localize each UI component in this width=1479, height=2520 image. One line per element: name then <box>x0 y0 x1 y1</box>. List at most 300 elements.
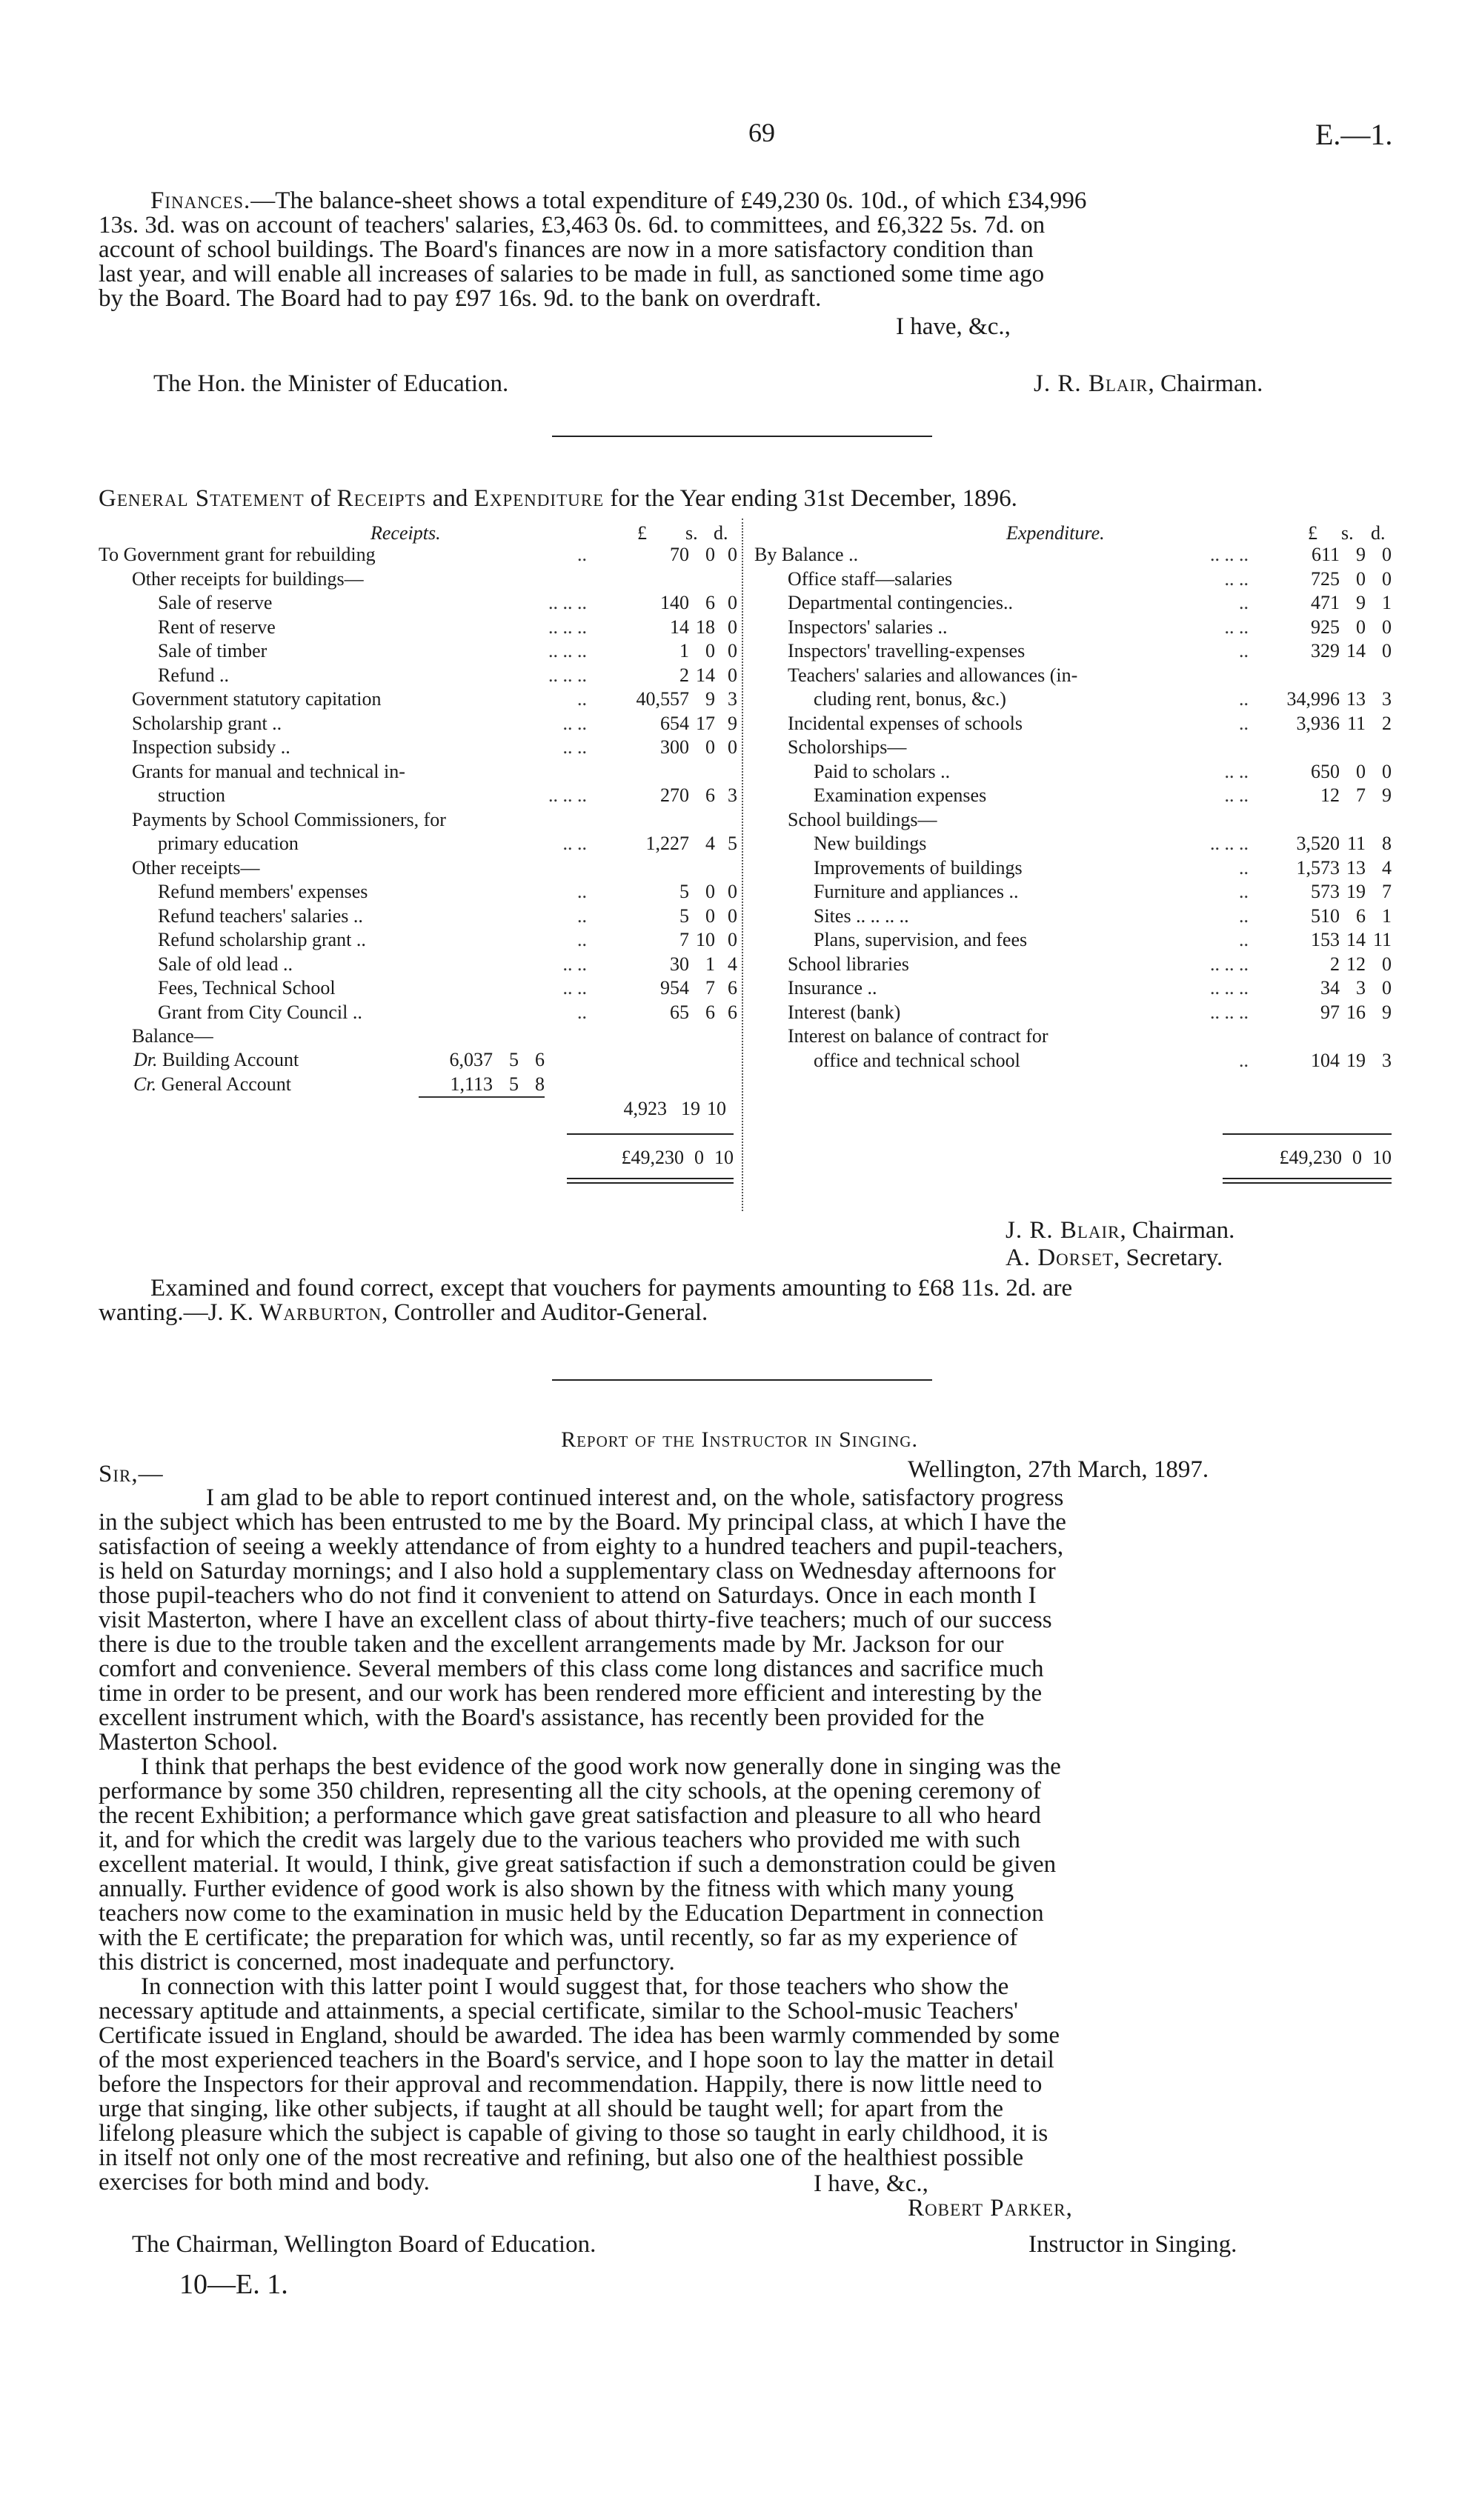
expenditure-row <box>754 976 1392 1001</box>
expenditure-pounds: 925 <box>1311 616 1340 638</box>
receipts-total-rule-bottom-2 <box>567 1182 734 1184</box>
expenditure-shillings <box>1340 664 1366 688</box>
expenditure-pounds: 3,936 <box>1296 712 1340 734</box>
expenditure-shillings: 7 <box>1356 784 1366 806</box>
receipts-row <box>99 953 737 977</box>
expenditure-pence: 4 <box>1382 856 1392 879</box>
expenditure-label: Incidental expenses of schools <box>788 712 1023 734</box>
expenditure-dots: .. <box>1239 929 1249 950</box>
receipts-dots: .. .. <box>562 736 587 758</box>
receipts-shillings: 14 <box>696 664 715 686</box>
expenditure-label: Scholorships— <box>788 736 907 758</box>
expenditure-dots: .. .. .. <box>1210 1001 1249 1023</box>
expenditure-shillings: 12 <box>1346 953 1366 975</box>
expenditure-row <box>754 880 1392 904</box>
receipts-pence: 5 <box>728 833 737 854</box>
receipts-shillings: 10 <box>696 929 715 950</box>
receipts-dots: .. <box>577 929 587 950</box>
expenditure-label: office and technical school <box>814 1049 1020 1071</box>
singing-signer: Robert Parker, <box>908 2195 1073 2221</box>
receipts-dots: .. <box>577 544 587 565</box>
expenditure-pounds: 471 <box>1311 592 1340 613</box>
receipts-pounds: 140 <box>660 592 689 613</box>
singing-paragraph-3: In connection with this latter point I would suggest that, for those teachers who show the necessary aptitude and attainments, a special certificate, similar to the School-music Teachers' Certificate issued in England, should be awarded. The idea has been warmly commended by some of the most experienced teachers in the Board's service, and I hope soon to lay the matter in detail before the Inspectors for their approval and recommendation. Happily, there is now little need to urge that singing, like other subjects, if taught at all should be taught well; for apart from the lifelong pleasure which the subject is capable of giving to those so taught in early childhood, it is in itself not only one of the most recreative and refining, but also one of the healthiest possible exercises for both mind and body. <box>99 1973 1060 2196</box>
receipts-dots: .. .. <box>562 953 587 975</box>
expenditure-shillings: 14 <box>1346 640 1366 661</box>
receipts-shillings <box>689 808 715 833</box>
receipts-shillings: 7 <box>705 977 715 999</box>
expenditure-pence: 0 <box>1382 953 1392 975</box>
receipts-dots: .. <box>577 688 587 710</box>
receipts-pence: 0 <box>728 881 737 902</box>
receipts-pounds: 1,227 <box>645 833 689 854</box>
receipts-row <box>99 856 737 881</box>
expenditure-pence: 9 <box>1382 1001 1392 1023</box>
expenditure-shillings: 16 <box>1346 1001 1366 1023</box>
expenditure-table <box>754 543 1392 1073</box>
receipts-pence <box>715 856 737 881</box>
audit-note: Examined and found correct, except that vouchers for payments amounting to £68 11s. 2d. are wanting.—J. K. Warburton, Controller and Auditor-General. <box>99 1275 1073 1326</box>
expenditure-row <box>754 639 1392 664</box>
receipts-shillings: 0 <box>705 736 715 758</box>
receipts-d-col: d. <box>714 522 728 544</box>
receipts-pounds: 40,557 <box>636 688 689 710</box>
expenditure-pounds: 1,573 <box>1296 856 1340 879</box>
expenditure-label: Sites .. .. .. .. <box>814 904 909 927</box>
receipts-label: Refund scholarship grant .. <box>158 929 366 950</box>
receipts-shillings: 6 <box>705 1001 715 1023</box>
receipts-shillings <box>689 760 715 784</box>
expenditure-shillings: 13 <box>1346 688 1366 710</box>
expenditure-row <box>754 664 1392 688</box>
expenditure-label: Improvements of buildings <box>814 856 1023 879</box>
receipts-label: To Government grant for rebuilding <box>99 544 376 565</box>
receipts-s-col: s. <box>685 522 698 544</box>
receipts-pounds: 7 <box>679 929 689 950</box>
receipts-shillings: 4 <box>705 833 715 854</box>
expenditure-shillings: 19 <box>1346 881 1366 902</box>
place-date: Wellington, 27th March, 1897. <box>908 1456 1209 1483</box>
expenditure-row <box>754 760 1392 784</box>
expenditure-row <box>754 616 1392 640</box>
expenditure-pence <box>1366 664 1392 688</box>
expenditure-label: Paid to scholars .. <box>814 760 951 782</box>
receipts-row <box>99 567 737 592</box>
expenditure-row <box>754 904 1392 929</box>
receipts-pence: 9 <box>728 712 737 734</box>
expenditure-row <box>754 591 1392 616</box>
expenditure-row <box>754 712 1392 736</box>
receipts-pound-col: £ <box>637 522 647 544</box>
receipts-pounds: 654 <box>660 712 689 734</box>
receipts-row <box>99 976 737 1001</box>
receipts-label: Refund .. <box>158 664 230 686</box>
statement-signature-chairman: J. R. Blair, Chairman. <box>1006 1217 1235 1244</box>
receipts-pence <box>715 567 737 592</box>
expenditure-label: Insurance .. <box>788 977 877 999</box>
receipts-total-rule-bottom-1 <box>567 1178 734 1179</box>
signature-mark: 10—E. 1. <box>179 2269 288 2300</box>
expenditure-label: Teachers' salaries and allowances (in- <box>788 664 1078 686</box>
expenditure-pence: 0 <box>1382 760 1392 782</box>
receipts-pence <box>715 760 737 784</box>
expenditure-row <box>754 543 1392 567</box>
expenditure-pounds <box>1254 736 1340 760</box>
receipts-shillings: 18 <box>696 616 715 638</box>
expenditure-row <box>754 928 1392 953</box>
singing-paragraph-1: I am glad to be able to report continued interest and, on the whole, satisfactory progress in the subject which has been entrusted to me by the Board. My principal class, at which I have the satisfaction of seeing a weekly attendance of from eighty to a hundred teachers and pupil-teachers, is held on Saturday mornings; and I also hold a supplementary class on Wednesday afternoons for those pupil-teachers who do not find it convenient to attend on Saturdays. Once in each month I visit Masterton, where I have an excellent class of about thirty-five teachers; much of our success there is due to the trouble taken and the excellent arrangements made by Mr. Jackson for our comfort and convenience. Several members of this class come long distances and sacrifice much time in order to be present, and our work has been rendered more efficient and interesting by the excellent instrument which, with the Board's assistance, has recently been provided for the Masterton School. <box>99 1484 1066 1756</box>
document-reference: E.—1. <box>1315 118 1393 151</box>
receipts-dots: .. .. <box>562 712 587 734</box>
receipts-total: £49,230 0 10 <box>621 1147 734 1168</box>
balance-dr-row: Dr. Building Account 6,037 5 6 <box>133 1049 545 1070</box>
expenditure-pounds: 2 <box>1330 953 1340 975</box>
receipts-pence: 0 <box>728 736 737 758</box>
receipts-pounds: 5 <box>679 881 689 902</box>
expenditure-pounds <box>1254 1024 1340 1049</box>
expenditure-dots: .. .. <box>1224 760 1249 782</box>
expenditure-dots: .. <box>1239 688 1249 710</box>
receipts-shillings: 17 <box>696 712 715 734</box>
receipts-pence <box>715 1024 737 1049</box>
receipts-label: Sale of timber <box>158 640 267 661</box>
receipts-row <box>99 1001 737 1025</box>
receipts-label: Grants for manual and technical in- <box>132 760 405 782</box>
receipts-pence: 0 <box>728 929 737 950</box>
receipts-pounds: 2 <box>679 664 689 686</box>
expenditure-pence: 0 <box>1382 977 1392 999</box>
expenditure-shillings: 0 <box>1356 760 1366 782</box>
receipts-dots: .. <box>577 881 587 902</box>
singing-paragraph-2: I think that perhaps the best evidence of the good work now generally done in singing was the performance by some 350 children, representing all the city schools, at the opening ceremony of the recent Exhibition; a performance which gave great satisfaction and pleasure to all who heard it, and for which the credit was largely due to the various teachers who provided me with such excellent material. It would, I think, give great satisfaction if such a demonstration could be given annually. Further evidence of good work is also shown by the fitness with which many young teachers now come to the examination in music held by the Education Department in connection with the E certificate; the preparation for which was, until recently, so far as my experience of this district is concerned, most inadequate and perfunctory. <box>99 1753 1061 1976</box>
expenditure-dots: .. .. .. <box>1210 544 1249 565</box>
expenditure-label: Departmental contingencies.. <box>788 592 1013 613</box>
expenditure-shillings <box>1340 1024 1366 1049</box>
receipts-pounds: 70 <box>670 544 689 565</box>
balance-breakdown <box>133 1048 741 1121</box>
expenditure-row <box>754 1049 1392 1073</box>
receipts-dots <box>525 808 593 833</box>
expenditure-pence: 1 <box>1382 592 1392 613</box>
expenditure-shillings: 14 <box>1346 929 1366 950</box>
expenditure-dots <box>1199 808 1254 833</box>
receipts-pence: 0 <box>728 616 737 638</box>
section-divider <box>552 436 932 437</box>
expenditure-pence: 3 <box>1382 1049 1392 1071</box>
receipts-dots: .. .. .. <box>548 640 587 661</box>
expenditure-pence <box>1366 808 1392 833</box>
expenditure-label: Office staff—salaries <box>788 567 953 590</box>
singing-report-title: Report of the Instructor in Singing. <box>561 1427 918 1452</box>
expenditure-dots: .. .. <box>1224 616 1249 638</box>
receipts-label: Balance— <box>132 1025 213 1047</box>
expenditure-shillings: 13 <box>1346 856 1366 879</box>
receipts-shillings: 0 <box>705 881 715 902</box>
finances-label: Finances. <box>150 187 251 214</box>
receipts-dots: .. .. .. <box>548 664 587 686</box>
expenditure-shillings <box>1340 736 1366 760</box>
receipts-label: Sale of old lead .. <box>158 953 293 975</box>
singing-closing: I have, &c., <box>814 2170 928 2197</box>
expenditure-shillings: 0 <box>1356 616 1366 638</box>
expenditure-label: Plans, supervision, and fees <box>814 929 1028 950</box>
expenditure-total-rule-top <box>1223 1133 1392 1135</box>
receipts-dots <box>525 1024 593 1049</box>
expenditure-pence: 11 <box>1372 929 1392 950</box>
receipts-pence: 4 <box>728 953 737 975</box>
expenditure-pence: 0 <box>1382 616 1392 638</box>
receipts-label: Payments by School Commissioners, for <box>132 808 446 830</box>
expenditure-dots: .. .. <box>1224 784 1249 806</box>
receipts-pounds <box>593 760 689 784</box>
receipts-pence: 0 <box>728 544 737 565</box>
receipts-pounds: 954 <box>660 977 689 999</box>
receipts-shillings: 0 <box>705 544 715 565</box>
expenditure-pence: 9 <box>1382 784 1392 806</box>
receipts-dots <box>525 856 593 881</box>
finances-paragraph: Finances.—The balance-sheet shows a total expenditure of £49,230 0s. 10d., of which £34,996 13s. 3d. was on account of teachers' salaries, £3,463 0s. 6d. to committees, and £6,322 5s. 7d. on account of school buildings. The Board's finances are now in a more satisfactory condition than last year, and will enable all increases of salaries to be made in full, as sanctioned some time ago by the Board. The Board had to pay £97 16s. 9d. to the bank on overdraft. <box>99 187 1087 312</box>
receipts-dots: .. .. <box>562 977 587 999</box>
section-divider-2 <box>552 1379 932 1381</box>
receipts-shillings: 0 <box>705 904 715 927</box>
receipts-pounds: 5 <box>679 904 689 927</box>
receipts-row <box>99 687 737 712</box>
receipts-pounds <box>593 856 689 881</box>
receipts-dots: .. <box>577 904 587 927</box>
expenditure-dots: .. <box>1239 856 1249 879</box>
receipts-row <box>99 808 737 833</box>
receipts-row <box>99 928 737 953</box>
balance-net-row: 4,923 19 10 <box>133 1097 741 1121</box>
receipts-pounds: 300 <box>660 736 689 758</box>
receipts-label: Fees, Technical School <box>158 977 336 999</box>
receipts-pounds <box>593 1024 689 1049</box>
finances-closing: I have, &c., <box>896 313 1011 340</box>
expenditure-pence: 0 <box>1382 640 1392 661</box>
expenditure-dots <box>1199 664 1254 688</box>
expenditure-heading: Expenditure. <box>1006 522 1105 544</box>
receipts-row <box>99 712 737 736</box>
expenditure-label: Examination expenses <box>814 784 987 806</box>
expenditure-dots <box>1199 1024 1254 1049</box>
receipts-shillings: 6 <box>705 784 715 806</box>
expenditure-pounds <box>1254 664 1340 688</box>
receipts-dots: .. .. <box>562 833 587 854</box>
expenditure-dots: .. .. .. <box>1210 953 1249 975</box>
receipts-row <box>99 664 737 688</box>
expenditure-row <box>754 567 1392 592</box>
expenditure-pounds: 34,996 <box>1286 688 1340 710</box>
receipts-shillings <box>689 856 715 881</box>
receipts-pounds: 270 <box>660 784 689 806</box>
receipts-dots <box>525 760 593 784</box>
expenditure-shillings: 19 <box>1346 1049 1366 1071</box>
receipts-pence: 0 <box>728 904 737 927</box>
singing-addressee: The Chairman, Wellington Board of Education. <box>132 2231 596 2258</box>
expenditure-dots: .. <box>1239 1049 1249 1071</box>
column-separator <box>742 519 743 1211</box>
expenditure-pence <box>1366 1024 1392 1049</box>
receipts-pence: 6 <box>728 977 737 999</box>
expenditure-shillings: 6 <box>1356 904 1366 927</box>
expenditure-row <box>754 808 1392 833</box>
expenditure-total-rule-bottom-2 <box>1223 1182 1392 1184</box>
expenditure-d-col: d. <box>1371 522 1386 544</box>
expenditure-total: £49,230 0 10 <box>1279 1147 1392 1168</box>
expenditure-pence: 1 <box>1382 904 1392 927</box>
receipts-pence: 0 <box>728 664 737 686</box>
expenditure-pounds: 725 <box>1311 567 1340 590</box>
receipts-label: Sale of reserve <box>158 592 273 613</box>
receipts-row <box>99 880 737 904</box>
expenditure-shillings: 9 <box>1356 544 1366 565</box>
balance-cr-row: Cr. General Account 1,113 5 8 <box>133 1073 545 1095</box>
expenditure-pounds <box>1254 808 1340 833</box>
expenditure-pounds: 329 <box>1311 640 1340 661</box>
expenditure-pence: 7 <box>1382 881 1392 902</box>
receipts-shillings: 9 <box>705 688 715 710</box>
expenditure-s-col: s. <box>1341 522 1354 544</box>
expenditure-row <box>754 736 1392 760</box>
expenditure-label: School libraries <box>788 953 909 975</box>
expenditure-label: School buildings— <box>788 808 937 830</box>
salutation: Sir,— <box>99 1461 164 1487</box>
expenditure-pounds: 573 <box>1311 881 1340 902</box>
receipts-label: primary education <box>158 833 299 854</box>
receipts-table <box>99 543 737 1049</box>
receipts-shillings: 0 <box>705 640 715 661</box>
receipts-shillings <box>689 567 715 592</box>
expenditure-row <box>754 687 1392 712</box>
receipts-label: Government statutory capitation <box>132 688 382 710</box>
receipts-dots: .. .. .. <box>548 784 587 806</box>
expenditure-label: cluding rent, bonus, &c.) <box>814 688 1006 710</box>
receipts-pounds: 65 <box>670 1001 689 1023</box>
expenditure-pounds: 104 <box>1311 1049 1340 1071</box>
expenditure-dots: .. .. <box>1224 567 1249 590</box>
expenditure-pence <box>1366 736 1392 760</box>
expenditure-shillings <box>1340 808 1366 833</box>
receipts-pence <box>715 808 737 833</box>
receipts-row <box>99 784 737 808</box>
expenditure-dots <box>1199 736 1254 760</box>
expenditure-label: Interest (bank) <box>788 1001 901 1023</box>
expenditure-label: By Balance .. <box>754 544 859 565</box>
receipts-total-rule-top <box>567 1133 734 1135</box>
receipts-pounds: 1 <box>679 640 689 661</box>
expenditure-pounds: 34 <box>1320 977 1340 999</box>
expenditure-label: New buildings <box>814 833 927 854</box>
receipts-pence: 0 <box>728 592 737 613</box>
receipts-pence: 3 <box>728 688 737 710</box>
receipts-label: Inspection subsidy .. <box>132 736 290 758</box>
expenditure-pence: 8 <box>1382 833 1392 854</box>
receipts-pounds: 30 <box>670 953 689 975</box>
statement-title: General Statement of Receipts and Expenditure for the Year ending 31st December, 1896. <box>99 485 1017 512</box>
expenditure-label: Furniture and appliances .. <box>814 881 1019 902</box>
expenditure-pound-col: £ <box>1308 522 1317 544</box>
receipts-label: Refund members' expenses <box>158 881 368 902</box>
receipts-pence: 0 <box>728 640 737 661</box>
receipts-dots: .. <box>577 1001 587 1023</box>
receipts-row <box>99 736 737 760</box>
receipts-row <box>99 543 737 567</box>
expenditure-dots: .. <box>1239 640 1249 661</box>
expenditure-shillings: 0 <box>1356 567 1366 590</box>
receipts-shillings: 1 <box>705 953 715 975</box>
receipts-label: Scholarship grant .. <box>132 712 282 734</box>
receipts-label: Other receipts— <box>132 856 260 879</box>
receipts-pounds: 14 <box>670 616 689 638</box>
receipts-row <box>99 591 737 616</box>
expenditure-pence: 3 <box>1382 688 1392 710</box>
expenditure-pounds: 510 <box>1311 904 1340 927</box>
receipts-label: Grant from City Council .. <box>158 1001 362 1023</box>
receipts-row <box>99 639 737 664</box>
expenditure-row <box>754 1001 1392 1025</box>
statement-signature-secretary: A. Dorset, Secretary. <box>1006 1244 1223 1271</box>
receipts-row <box>99 1024 737 1049</box>
finances-addressee: The Hon. the Minister of Education. <box>153 370 509 397</box>
receipts-shillings <box>689 1024 715 1049</box>
expenditure-shillings: 11 <box>1346 833 1366 854</box>
expenditure-pounds: 3,520 <box>1296 833 1340 854</box>
receipts-pence: 3 <box>728 784 737 806</box>
receipts-row <box>99 832 737 856</box>
expenditure-dots: .. <box>1239 592 1249 613</box>
receipts-dots <box>525 567 593 592</box>
expenditure-dots: .. .. .. <box>1210 833 1249 854</box>
expenditure-label: Inspectors' travelling-expenses <box>788 640 1026 661</box>
expenditure-pence: 0 <box>1382 567 1392 590</box>
receipts-label: Rent of reserve <box>158 616 276 638</box>
expenditure-row <box>754 832 1392 856</box>
receipts-dots: .. .. .. <box>548 616 587 638</box>
expenditure-pounds: 650 <box>1311 760 1340 782</box>
expenditure-shillings: 11 <box>1346 712 1366 734</box>
expenditure-pounds: 611 <box>1311 544 1340 565</box>
finances-signature: J. R. Blair, Chairman. <box>1034 370 1263 397</box>
expenditure-row <box>754 953 1392 977</box>
receipts-dots: .. .. .. <box>548 592 587 613</box>
expenditure-pounds: 12 <box>1320 784 1340 806</box>
expenditure-shillings: 9 <box>1356 592 1366 613</box>
expenditure-row <box>754 856 1392 881</box>
expenditure-dots: .. <box>1239 712 1249 734</box>
expenditure-dots: .. .. .. <box>1210 977 1249 999</box>
expenditure-pence: 0 <box>1382 544 1392 565</box>
receipts-heading: Receipts. <box>370 522 441 544</box>
receipts-pence: 6 <box>728 1001 737 1023</box>
receipts-row <box>99 760 737 784</box>
receipts-label: struction <box>158 784 225 806</box>
receipts-label: Refund teachers' salaries .. <box>158 904 363 927</box>
expenditure-row <box>754 784 1392 808</box>
receipts-label: Other receipts for buildings— <box>132 567 364 590</box>
expenditure-shillings: 3 <box>1356 977 1366 999</box>
expenditure-label: Interest on balance of contract for <box>788 1025 1048 1047</box>
expenditure-pounds: 153 <box>1311 929 1340 950</box>
receipts-shillings: 6 <box>705 592 715 613</box>
expenditure-pence: 2 <box>1382 712 1392 734</box>
expenditure-total-rule-bottom-1 <box>1223 1178 1392 1179</box>
singing-signer-title: Instructor in Singing. <box>1028 2231 1237 2258</box>
page-number: 69 <box>748 118 775 147</box>
expenditure-row <box>754 1024 1392 1049</box>
receipts-row <box>99 904 737 929</box>
expenditure-label: Inspectors' salaries .. <box>788 616 948 638</box>
receipts-row <box>99 616 737 640</box>
